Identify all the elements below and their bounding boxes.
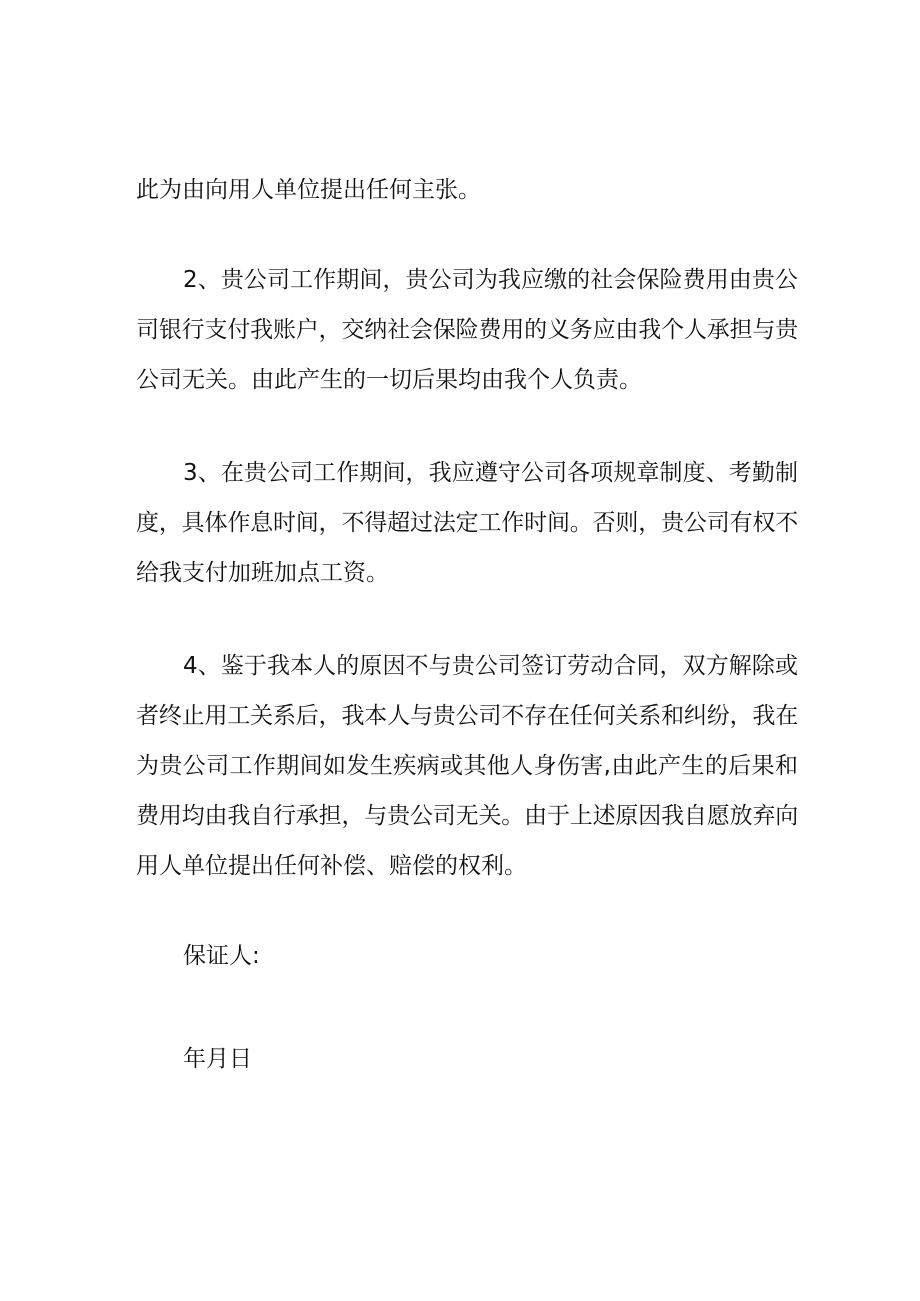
clause-4-line-1: 4、鉴于我本人的原因不与贵公司签订劳动合同，双方解除或 bbox=[183, 653, 798, 679]
date-label: 年月日 bbox=[183, 1046, 252, 1072]
clause-4-line-5: 用人单位提出任何补偿、赔偿的权利。 bbox=[136, 853, 527, 879]
clause-3-line-1: 3、在贵公司工作期间，我应遵守公司各项规章制度、考勤制 bbox=[183, 460, 798, 486]
guarantor-label: 保证人: bbox=[183, 943, 260, 969]
clause-4-line-4: 费用均由我自行承担，与贵公司无关。由于上述原因我自愿放弃向 bbox=[136, 803, 798, 829]
clause-2-line-1: 2、贵公司工作期间，贵公司为我应缴的社会保险费用由贵公 bbox=[183, 267, 798, 293]
clause-3-line-3: 给我支付加班加点工资。 bbox=[136, 560, 389, 586]
clause-4-line-2: 者终止用工关系后，我本人与贵公司不存在任何关系和纠纷，我在 bbox=[136, 703, 798, 729]
clause-4-line-3: 为贵公司工作期间如发生疾病或其他人身伤害,由此产生的后果和 bbox=[136, 753, 798, 779]
clause-2-line-2: 司银行支付我账户，交纳社会保险费用的义务应由我个人承担与贵 bbox=[136, 317, 798, 343]
intro-tail-line: 此为由向用人单位提出任何主张。 bbox=[136, 177, 481, 203]
clause-3-line-2: 度，具体作息时间，不得超过法定工作时间。否则，贵公司有权不 bbox=[136, 510, 798, 536]
clause-2-line-3: 公司无关。由此产生的一切后果均由我个人负责。 bbox=[136, 367, 642, 393]
